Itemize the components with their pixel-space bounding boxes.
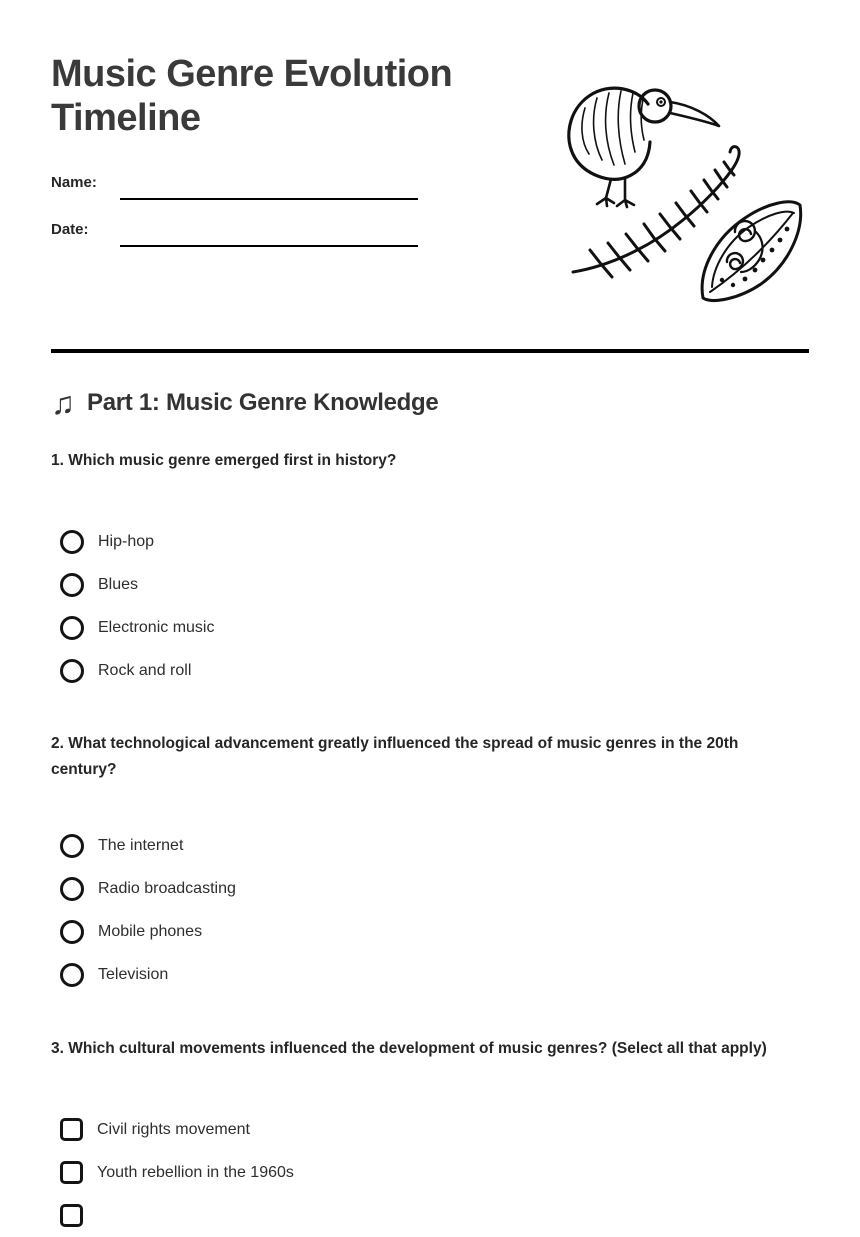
question-2-options <box>51 824 809 996</box>
date-label: Date: <box>51 221 89 238</box>
question-1-text: 1. Which music genre emerged first in history? <box>51 452 397 469</box>
radio-option-label: Hip-hop <box>98 532 155 550</box>
radio-button[interactable] <box>60 877 84 901</box>
radio-option-label: Electronic music <box>98 618 215 636</box>
radio-option-row[interactable] <box>51 824 809 867</box>
page-title: Music Genre Evolution Timeline <box>51 53 453 139</box>
silver-fern-icon <box>573 147 739 277</box>
radio-button[interactable] <box>60 573 84 597</box>
header <box>51 52 809 349</box>
checkbox[interactable] <box>60 1161 83 1184</box>
question-3-text: 3. Which cultural movements influenced the development of music genres? (Select all that apply) <box>51 1040 767 1057</box>
name-input-line[interactable] <box>120 174 418 200</box>
radio-option-row[interactable] <box>51 867 809 910</box>
radio-option-label: Radio broadcasting <box>98 879 236 897</box>
checkbox[interactable] <box>60 1118 83 1141</box>
radio-option-label: Mobile phones <box>98 922 203 940</box>
radio-option-row[interactable] <box>51 606 809 649</box>
radio-option-label: Rock and roll <box>98 661 192 679</box>
radio-button[interactable] <box>60 530 84 554</box>
question-1-options <box>51 520 809 692</box>
section-divider <box>51 349 809 353</box>
radio-option-row[interactable] <box>51 953 809 996</box>
radio-option-row[interactable] <box>51 563 809 606</box>
radio-button[interactable] <box>60 616 84 640</box>
radio-option-label: Blues <box>98 575 139 593</box>
checkbox-partial[interactable] <box>60 1204 83 1227</box>
music-note-icon: ♫ <box>51 385 75 421</box>
nz-illustration <box>551 72 813 310</box>
question-3-options <box>51 1108 809 1237</box>
date-input-line[interactable] <box>120 221 418 247</box>
radio-option-row[interactable] <box>51 520 809 563</box>
radio-option-label: Television <box>98 965 169 983</box>
checkbox-option-label: Civil rights movement <box>97 1120 250 1138</box>
part1-heading <box>51 387 809 419</box>
checkbox-option-row-partial[interactable] <box>51 1194 809 1237</box>
checkbox-option-row[interactable] <box>51 1108 809 1151</box>
koru-leaf-icon <box>702 202 801 301</box>
radio-option-row[interactable] <box>51 649 809 692</box>
radio-button[interactable] <box>60 963 84 987</box>
radio-button[interactable] <box>60 834 84 858</box>
part1-heading-text: Part 1: Music Genre Knowledge <box>87 389 439 416</box>
radio-button[interactable] <box>60 659 84 683</box>
radio-option-label: The internet <box>98 836 184 854</box>
name-label: Name: <box>51 174 97 191</box>
kiwi-bird-icon <box>569 88 719 207</box>
radio-button[interactable] <box>60 920 84 944</box>
checkbox-option-row[interactable] <box>51 1151 809 1194</box>
radio-option-row[interactable] <box>51 910 809 953</box>
checkbox-option-label: Youth rebellion in the 1960s <box>97 1163 294 1181</box>
question-2-text: 2. What technological advancement greatly influenced the spread of music genres in the 20th century? <box>51 735 739 778</box>
